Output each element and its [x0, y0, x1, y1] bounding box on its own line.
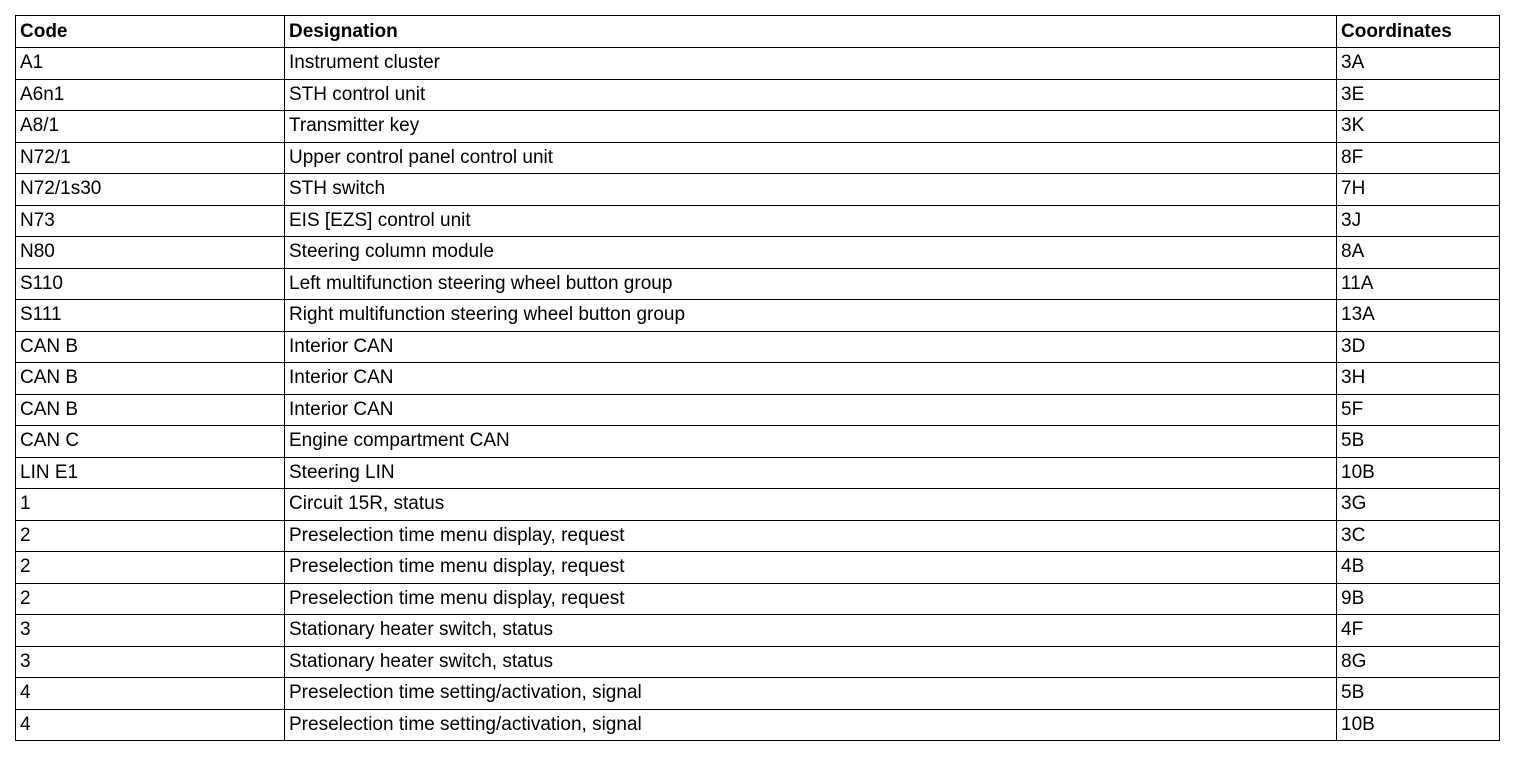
legend-table [15, 15, 1500, 741]
cell-designation: Instrument cluster [285, 48, 1337, 80]
cell-designation: STH switch [285, 174, 1337, 206]
table-row [16, 583, 1500, 615]
cell-designation: Stationary heater switch, status [285, 615, 1337, 647]
cell-coordinates: 13A [1337, 300, 1500, 332]
header-designation: Designation [285, 16, 1337, 48]
cell-code: 4 [16, 709, 285, 741]
cell-designation: Interior CAN [285, 331, 1337, 363]
cell-coordinates: 9B [1337, 583, 1500, 615]
cell-designation: Steering column module [285, 237, 1337, 269]
table-body [16, 48, 1500, 741]
cell-coordinates: 3G [1337, 489, 1500, 521]
table-row [16, 489, 1500, 521]
cell-coordinates: 3C [1337, 520, 1500, 552]
cell-code: A8/1 [16, 111, 285, 143]
table-row [16, 174, 1500, 206]
header-row [16, 16, 1500, 48]
cell-designation: Left multifunction steering wheel button group [285, 268, 1337, 300]
cell-code: 4 [16, 678, 285, 710]
cell-code: N73 [16, 205, 285, 237]
cell-designation: STH control unit [285, 79, 1337, 111]
cell-code: 2 [16, 520, 285, 552]
cell-designation: Upper control panel control unit [285, 142, 1337, 174]
table-row [16, 331, 1500, 363]
cell-code: N72/1 [16, 142, 285, 174]
table-row [16, 678, 1500, 710]
cell-designation: Preselection time menu display, request [285, 583, 1337, 615]
cell-code: N80 [16, 237, 285, 269]
table-row [16, 363, 1500, 395]
header-code: Code [16, 16, 285, 48]
cell-designation: Circuit 15R, status [285, 489, 1337, 521]
cell-code: 2 [16, 583, 285, 615]
cell-designation: Transmitter key [285, 111, 1337, 143]
cell-coordinates: 3A [1337, 48, 1500, 80]
table-row [16, 426, 1500, 458]
table-row [16, 709, 1500, 741]
cell-designation: EIS [EZS] control unit [285, 205, 1337, 237]
cell-coordinates: 8G [1337, 646, 1500, 678]
cell-coordinates: 3E [1337, 79, 1500, 111]
cell-code: CAN B [16, 394, 285, 426]
table-row [16, 615, 1500, 647]
table-row [16, 205, 1500, 237]
cell-coordinates: 7H [1337, 174, 1500, 206]
cell-designation: Interior CAN [285, 394, 1337, 426]
cell-code: 2 [16, 552, 285, 584]
cell-code: 3 [16, 615, 285, 647]
cell-code: N72/1s30 [16, 174, 285, 206]
cell-code: A6n1 [16, 79, 285, 111]
table-row [16, 111, 1500, 143]
table-row [16, 394, 1500, 426]
cell-designation: Preselection time menu display, request [285, 520, 1337, 552]
cell-designation: Preselection time setting/activation, signal [285, 709, 1337, 741]
table-row [16, 646, 1500, 678]
cell-designation: Right multifunction steering wheel button group [285, 300, 1337, 332]
cell-designation: Preselection time menu display, request [285, 552, 1337, 584]
cell-designation: Interior CAN [285, 363, 1337, 395]
cell-coordinates: 8A [1337, 237, 1500, 269]
cell-coordinates: 5B [1337, 426, 1500, 458]
cell-designation: Steering LIN [285, 457, 1337, 489]
header-coordinates: Coordinates [1337, 16, 1500, 48]
cell-code: 1 [16, 489, 285, 521]
cell-coordinates: 3D [1337, 331, 1500, 363]
table-row [16, 48, 1500, 80]
cell-coordinates: 3H [1337, 363, 1500, 395]
cell-code: 3 [16, 646, 285, 678]
cell-code: CAN B [16, 331, 285, 363]
table-row [16, 300, 1500, 332]
cell-coordinates: 11A [1337, 268, 1500, 300]
table-row [16, 520, 1500, 552]
cell-code: CAN C [16, 426, 285, 458]
table-header [16, 16, 1500, 48]
cell-code: A1 [16, 48, 285, 80]
table-row [16, 79, 1500, 111]
cell-coordinates: 10B [1337, 457, 1500, 489]
cell-code: S110 [16, 268, 285, 300]
cell-coordinates: 3K [1337, 111, 1500, 143]
cell-coordinates: 5F [1337, 394, 1500, 426]
cell-designation: Stationary heater switch, status [285, 646, 1337, 678]
table-row [16, 237, 1500, 269]
cell-coordinates: 4B [1337, 552, 1500, 584]
cell-designation: Engine compartment CAN [285, 426, 1337, 458]
cell-coordinates: 8F [1337, 142, 1500, 174]
cell-coordinates: 5B [1337, 678, 1500, 710]
cell-coordinates: 4F [1337, 615, 1500, 647]
table-row [16, 268, 1500, 300]
cell-code: LIN E1 [16, 457, 285, 489]
cell-code: S111 [16, 300, 285, 332]
cell-designation: Preselection time setting/activation, signal [285, 678, 1337, 710]
table-row [16, 552, 1500, 584]
cell-coordinates: 10B [1337, 709, 1500, 741]
table-row [16, 457, 1500, 489]
table-row [16, 142, 1500, 174]
cell-coordinates: 3J [1337, 205, 1500, 237]
cell-code: CAN B [16, 363, 285, 395]
